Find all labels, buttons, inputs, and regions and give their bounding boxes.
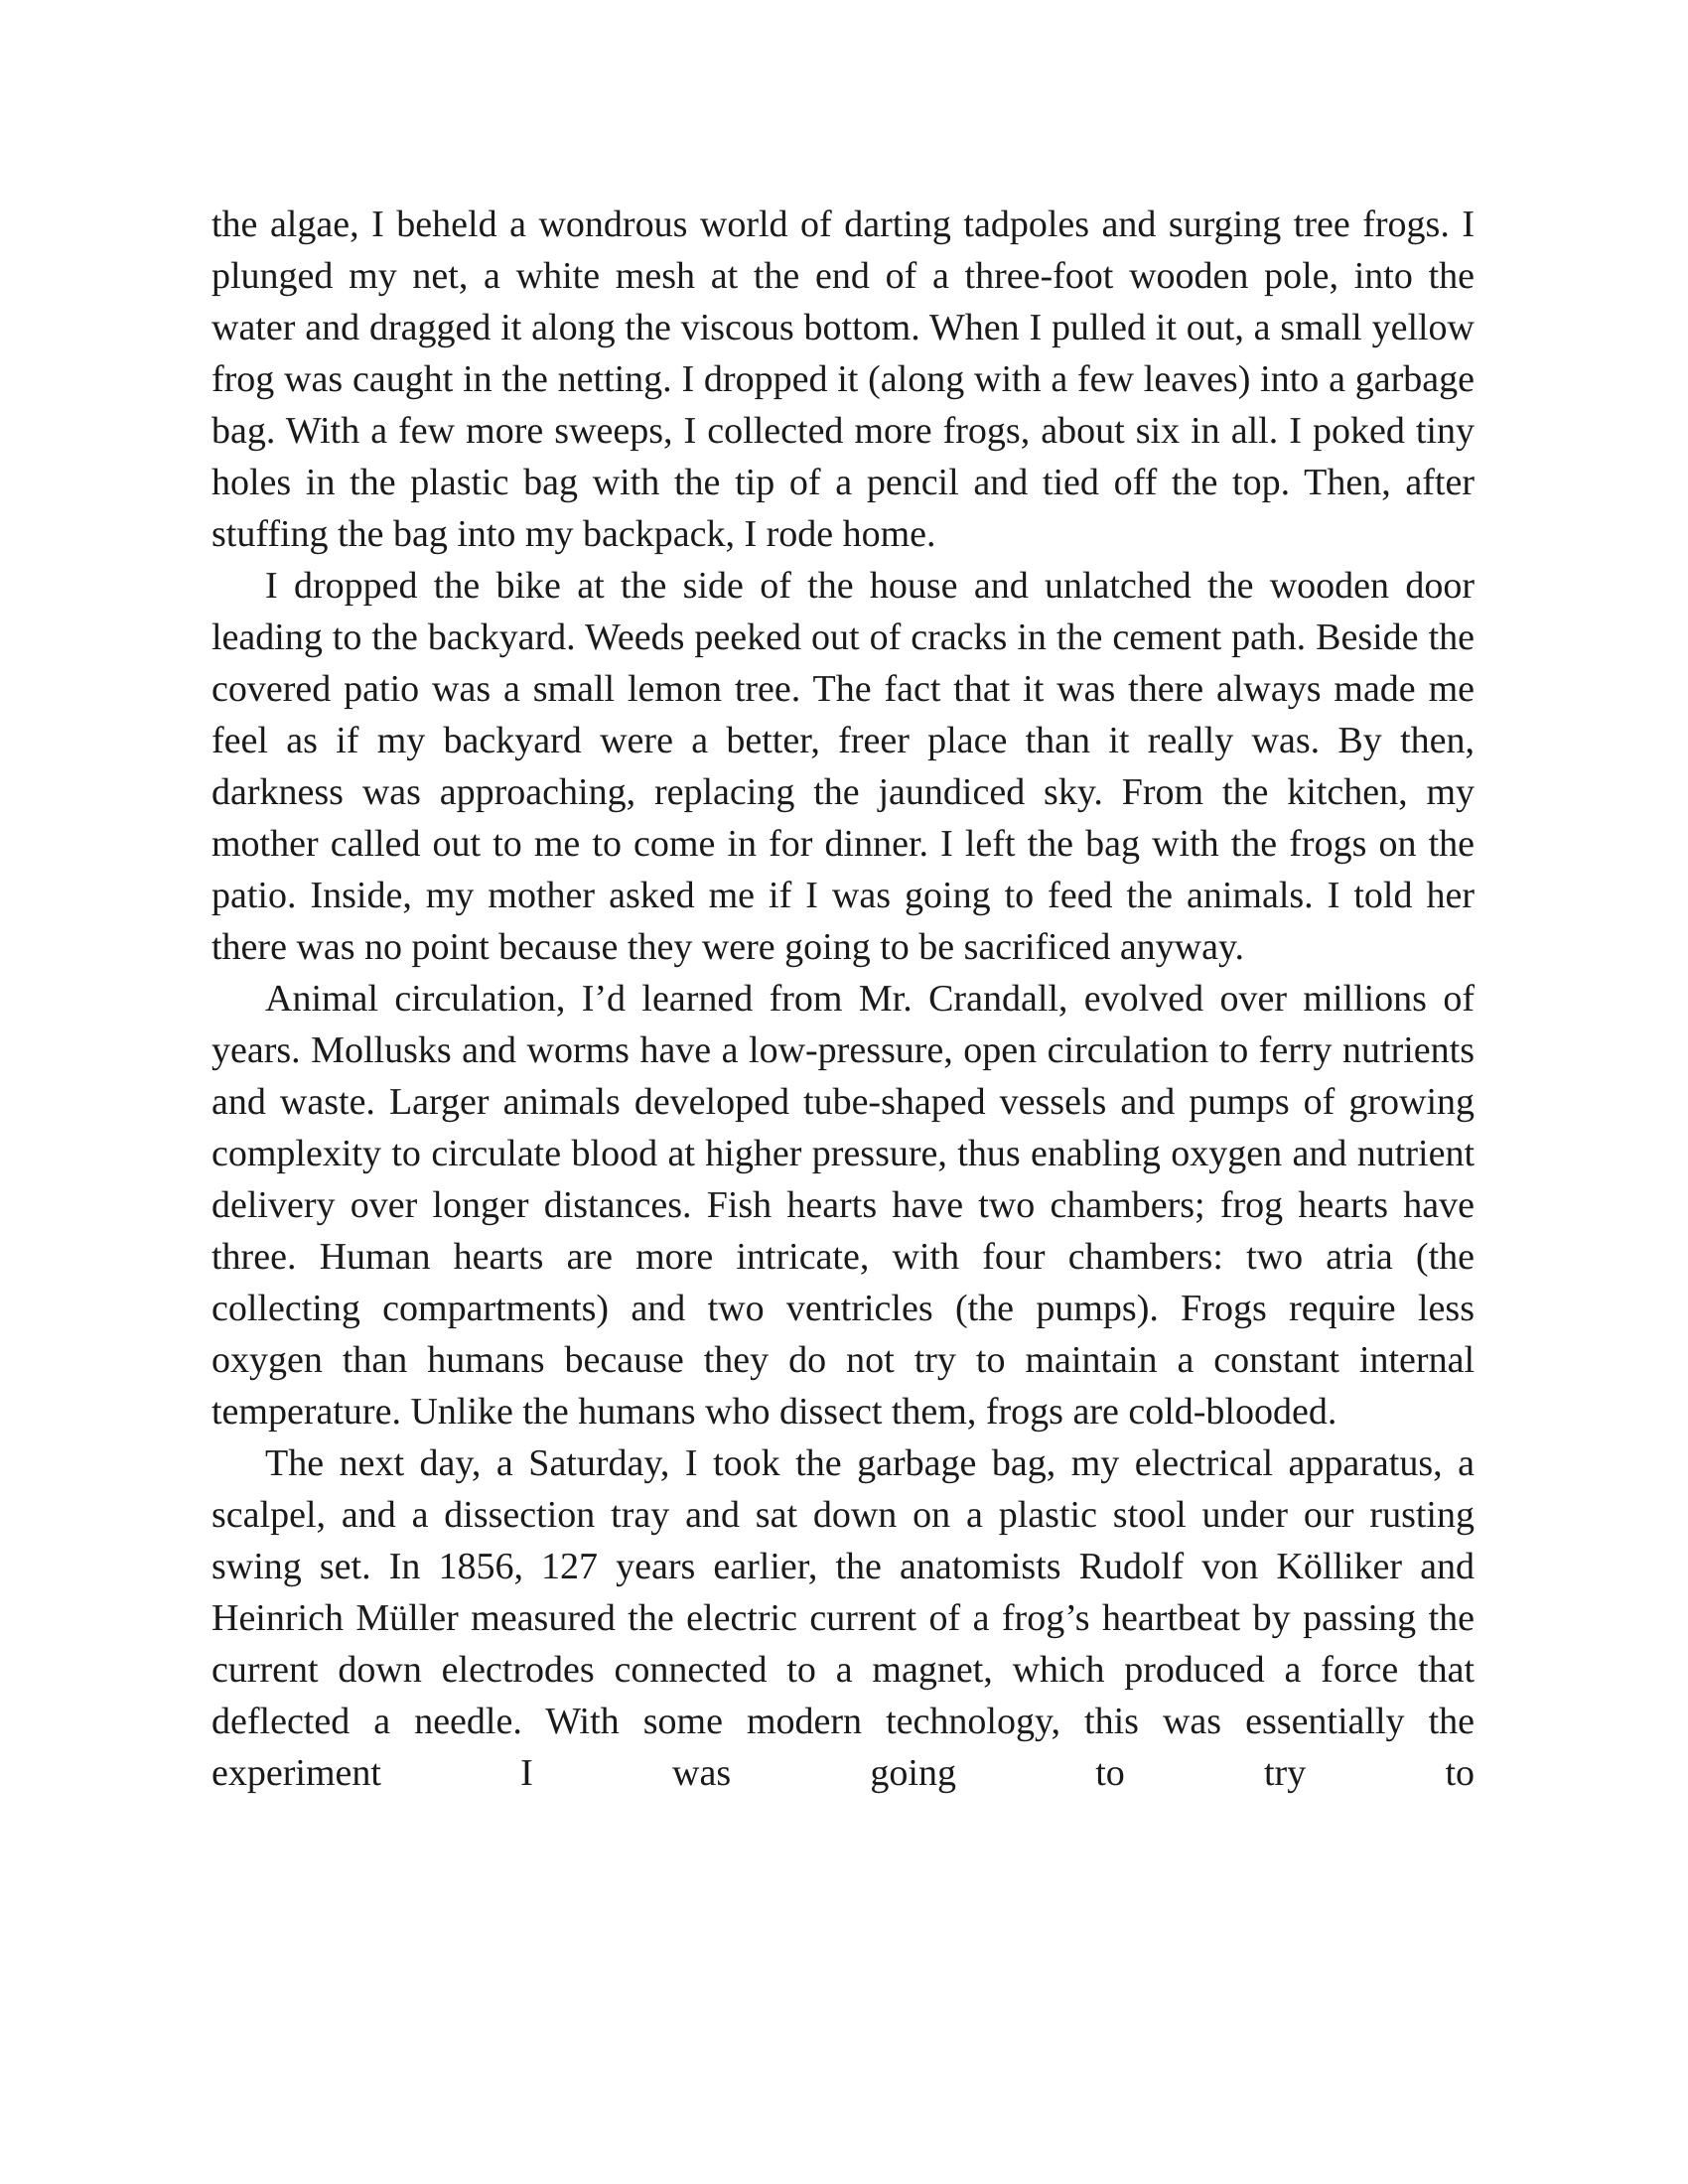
paragraph-3: Animal circulation, I’d learned from Mr. Crandall, evolved over millions of years. Mollusks and worms have a low-pressure, open circulation to ferry nutrients and waste. Larger animals developed tube-shaped vessels and pumps of growing complexity to circulate blood at higher pressure, thus enabling oxygen and nutrient delivery over longer distances. Fish hearts have two chambers; frog hearts have three. Human hearts are more intricate, with four chambers: two atria (the collecting compartments) and two ventricles (the pumps). Frogs require less oxygen than humans because they do not try to maintain a constant internal temperature. Unlike the humans who dissect them, frogs are cold-blooded.	[211, 978, 1475, 1433]
body-text	[211, 199, 1475, 1799]
paragraph-2: I dropped the bike at the side of the house and unlatched the wooden door leading to the backyard. Weeds peeked out of cracks in the cement path. Beside the covered patio was a small lemon tree. The fact that it was there always made me feel as if my backyard were a better, freer place than it really was. By then, darkness was approaching, replacing the jaundiced sky. From the kitchen, my mother called out to me to come in for dinner. I left the bag with the frogs on the patio. Inside, my mother asked me if I was going to feed the animals. I told her there was no point because they were going to be sacrificed anyway.	[211, 565, 1475, 968]
paragraph-1: the algae, I beheld a wondrous world of darting tadpoles and surging tree frogs. I plunged my net, a white mesh at the end of a three-foot wooden pole, into the water and dragged it along the viscous bottom. When I pulled it out, a small yellow frog was caught in the netting. I dropped it (along with a few leaves) into a garbage bag. With a few more sweeps, I collected more frogs, about six in all. I poked tiny holes in the plastic bag with the tip of a pencil and tied off the top. Then, after stuffing the bag into my backpack, I rode home.	[211, 204, 1475, 555]
paragraph-4: The next day, a Saturday, I took the garbage bag, my electrical apparatus, a scalpel, and a dissection tray and sat down on a plastic stool under our rusting swing set. In 1856, 127 years earlier, the anatomists Rudolf von Kölliker and Heinrich Müller measured the electric current of a frog’s heartbeat by passing the current down electrodes connected to a magnet, which produced a force that deflected a needle. With some modern technology, this was essentially the experiment I was going to try to	[211, 1442, 1475, 1794]
